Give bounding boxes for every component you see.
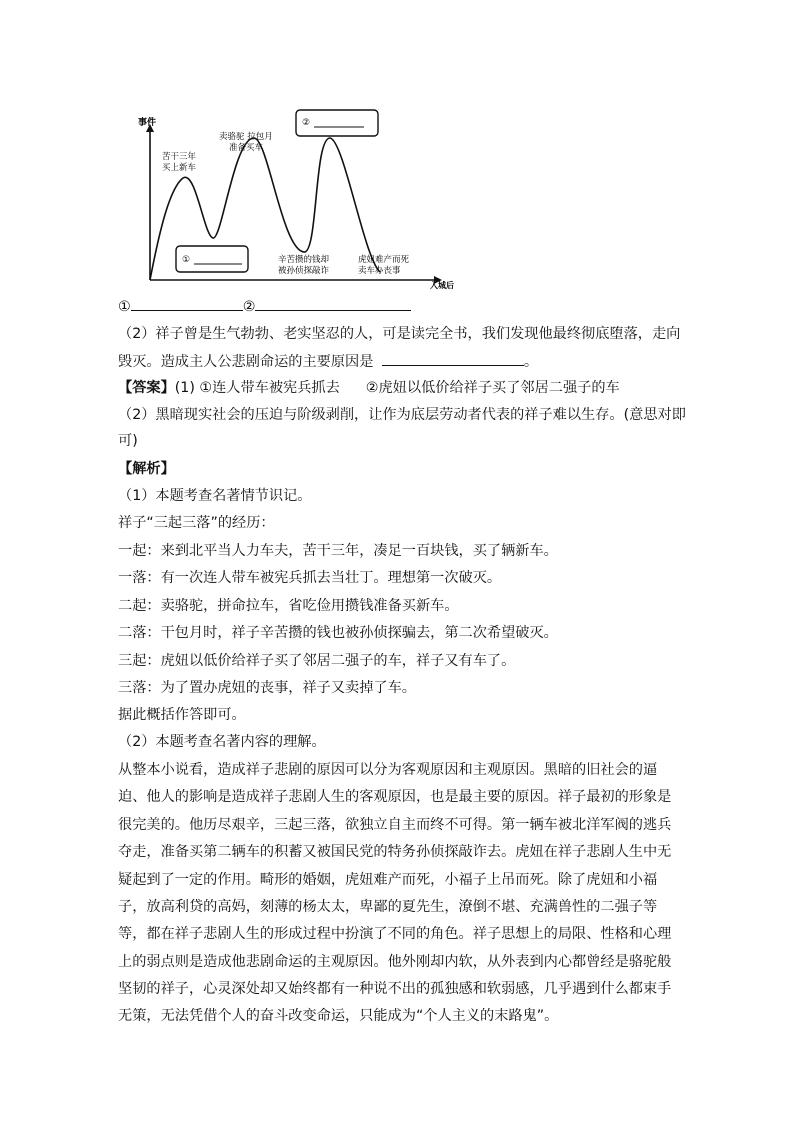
- analysis-line: 疑起到了一定的作用。畸形的婚姻，虎妞难产而死，小福子上吊而死。除了虎妞和小福: [118, 872, 658, 888]
- analysis-line: 二落：干包月时，祥子辛苦攒的钱也被孙侦探骗去，第二次希望破灭。: [118, 625, 558, 641]
- question-2-text: 毁灭。造成主人公悲剧命运的主要原因是: [118, 354, 374, 370]
- analysis-line: 据此概括作答即可。: [118, 707, 246, 723]
- answer-blank-2[interactable]: [255, 296, 411, 311]
- question-blank-row: [118, 296, 688, 317]
- analysis-line: 无策，无法凭借个人的奋斗改变命运，只能成为“个人主义的末路鬼”。: [118, 1008, 559, 1024]
- analysis-line: 迫、他人的影响是造成祥子悲剧人生的客观原因，也是最主要的原因。祥子最初的形象是: [118, 789, 672, 805]
- blank-box-2-marker: ②: [302, 118, 311, 128]
- analysis-line: 从整本小说看，造成祥子悲剧的原因可以分为客观原因和主观原因。黑暗的旧社会的逼: [118, 762, 658, 778]
- trough2-label-line2: 被孙侦探敲诈: [278, 266, 330, 276]
- analysis-line: 坚韧的祥子，心灵深处却又始终都有一种说不出的孤独感和软弱感，几乎遇到什么都束手: [118, 981, 672, 997]
- answer-line3: 可): [118, 433, 138, 449]
- analysis-line: 夺走，准备买第二辆车的积蓄又被国民党的特务孙侦探敲诈去。虎妞在祥子悲剧人生中无: [118, 844, 672, 860]
- end-label-line1: 虎妞难产而死: [358, 255, 410, 265]
- question-2-line1: （2）祥子曾是生气勃勃、老实坚忍的人，可是读完全书，我们发现他最终彻底堕落，走向: [118, 326, 681, 342]
- trough2-label-line1: 辛苦攒的钱却: [278, 255, 330, 265]
- analysis-line: 祥子“三起三落”的经历：: [118, 515, 275, 531]
- analysis-line: （2）本题考查名著内容的理解。: [118, 734, 326, 750]
- answer-line1: [118, 378, 688, 398]
- y-axis-label: 事件: [138, 118, 157, 128]
- blank1-marker: ①: [118, 299, 131, 315]
- peak2-label-line1: 卖骆驼 拉包月: [219, 132, 273, 142]
- analysis-line: （1）本题考查名著情节识记。: [118, 488, 312, 504]
- analysis-line: 子，放高利贷的高妈，刻薄的杨太太，卑鄙的夏先生，潦倒不堪、充满兽性的二强子等: [118, 899, 658, 915]
- analysis-line: 等，都在祥子悲剧人生的形成过程中扮演了不同的角色。祥子思想上的局限、性格和心理: [118, 926, 672, 942]
- answer-tag: 【答案】: [118, 380, 175, 396]
- x-axis-label: 入城后: [430, 281, 454, 290]
- analysis-line: 上的弱点则是造成他悲剧命运的主观原因。他外刚却内软，从外表到内心都曾经是骆驼般: [118, 954, 672, 970]
- plot-figure: [118, 108, 468, 293]
- analysis-line: 一起：来到北平当人力车夫，苦干三年，凑足一百块钱，买了辆新车。: [118, 543, 558, 559]
- analysis-tag: 【解析】: [118, 461, 175, 477]
- question-2-line2: [118, 351, 688, 372]
- answer-1b: ②虎妞以低价给祥子买了邻居二强子的车: [365, 380, 620, 396]
- blank2-marker: ②: [242, 299, 256, 315]
- answer-line2: （2）黑暗现实社会的压迫与阶级剥削，让作为底层劳动者代表的祥子难以生存。(意思对即: [118, 407, 686, 423]
- analysis-line: 二起：卖骆驼，拼命拉车，省吃俭用攒钱准备买新车。: [118, 598, 459, 614]
- peak2-label-line2: 准备买车: [229, 143, 264, 153]
- blank-box-1-marker: ①: [182, 255, 191, 265]
- answer-blank-1[interactable]: [131, 296, 243, 311]
- question-2-period: 。: [523, 354, 539, 370]
- peak1-label-line1: 苦干三年: [162, 152, 197, 162]
- analysis-line: 三起：虎妞以低价给祥子买了邻居二强子的车，祥子又有车了。: [118, 653, 516, 669]
- answer-1a: (1) ①连人带车被宪兵抓去: [174, 380, 340, 396]
- answer-blank-3[interactable]: [382, 351, 524, 366]
- analysis-line: 一落：有一次连人带车被宪兵抓去当壮丁。理想第一次破灭。: [118, 570, 502, 586]
- end-label-line2: 卖车办丧事: [358, 266, 401, 276]
- peak1-label-line2: 买上新车: [162, 163, 197, 173]
- analysis-line: 很完美的。他历尽艰辛，三起三落，欲独立自主而终不可得。第一辆车被北洋军阀的逃兵: [118, 817, 672, 833]
- analysis-line: 三落：为了置办虎妞的丧事，祥子又卖掉了车。: [118, 680, 416, 696]
